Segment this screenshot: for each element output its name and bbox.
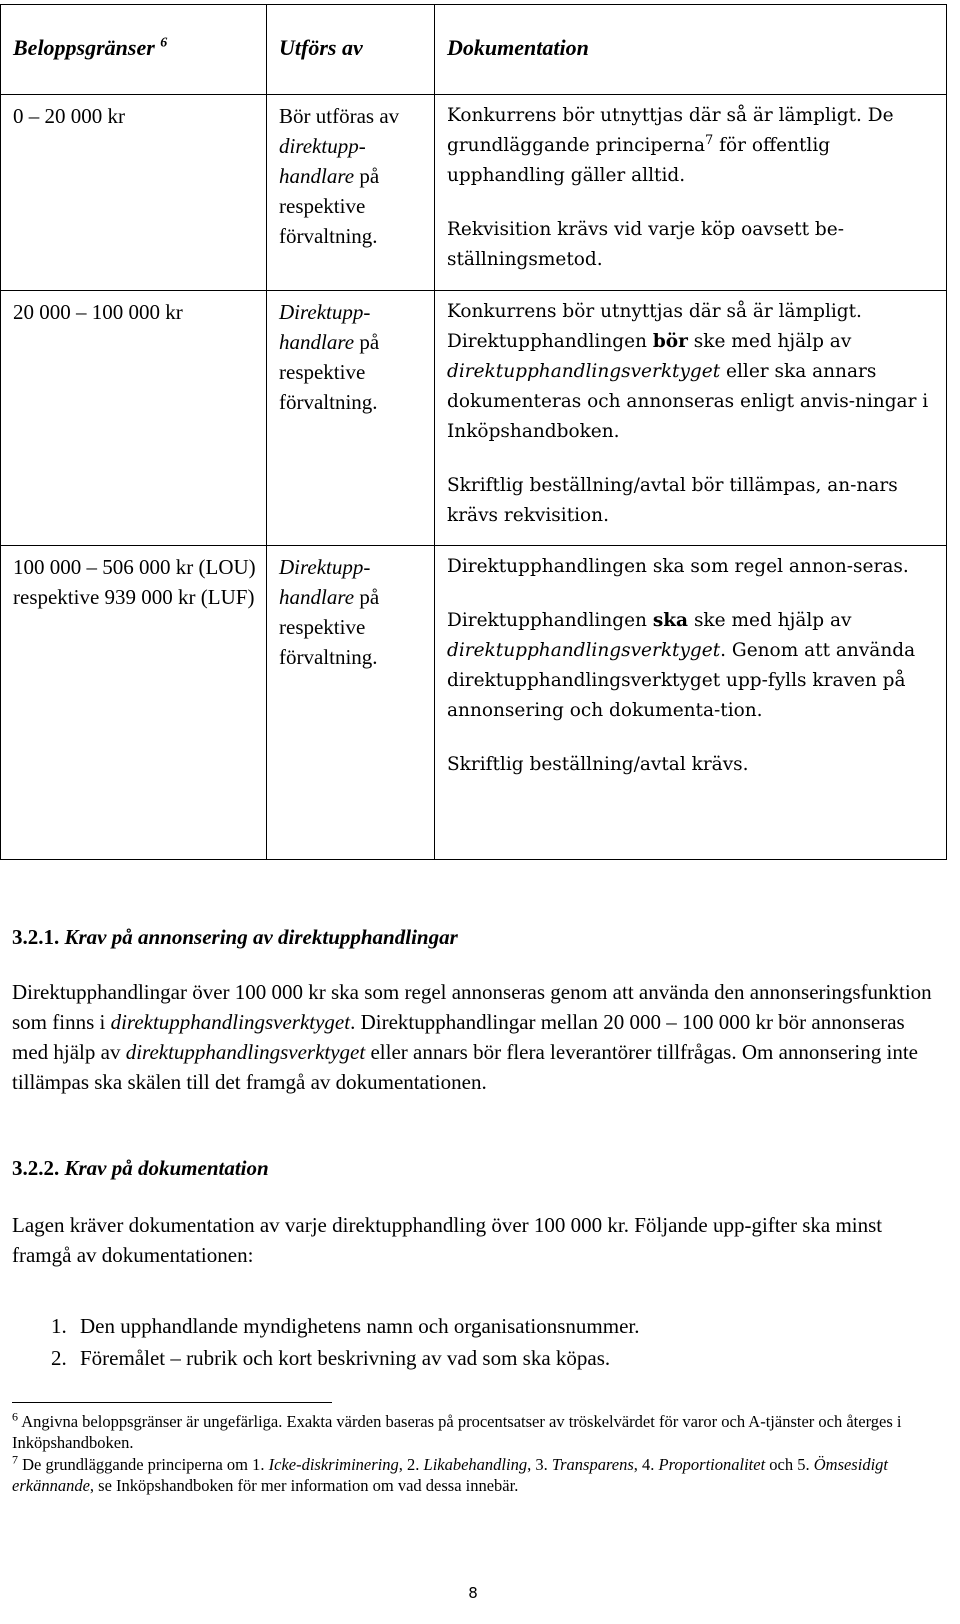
section-heading: 3.2.2. Krav på dokumentation xyxy=(12,1156,269,1180)
header-performed-by: Utförs av xyxy=(267,5,435,95)
table-header-row xyxy=(1,5,947,95)
section-3-2-2 xyxy=(12,1154,934,1270)
documentation-cell: Konkurrens bör utnyttjas där så är lämpligt. Direktupphandlingen bör ske med hjälp av direktupphandlingsverktyget eller ska annars dokumenteras och annonseras enligt anvis-ningar i Inköpshandboken. Skriftlig beställning/avtal bör tillämpas, an-nars krävs rekvisition. xyxy=(435,291,947,546)
amount-cell: 20 000 – 100 000 kr xyxy=(1,291,267,546)
section-paragraph: Direktupphandlingar över 100 000 kr ska som regel annonseras genom att använda den annonseringsfunktion som finns i direktupphandlingsverktyget. Direktupphandlingar mellan 20 000 – 100 000 kr bör annonseras med hjälp av direktupphandlingsverktyget eller annars bör flera leverantörer tillfrågas. Om annonsering inte tillämpas ska skälen till det framgå av dokumentationen. xyxy=(12,980,932,1094)
performed-by-cell: Direktupp-handlare på respektive förvaltning. xyxy=(267,291,435,546)
section-3-2-1 xyxy=(12,923,934,1097)
page-number: 8 xyxy=(468,1584,478,1602)
footnote-7: $^7$ De grundläggande principerna om 1. Icke-diskriminering, 2. Likabehandling, 3. Transparens, 4. Proportionalitet och 5. Ömsesidigt erkännande, se Inköpshandboken för mer information om vad dessa innebär. xyxy=(12,1452,888,1495)
footnote-ref-6: 6 xyxy=(160,35,168,51)
header-amount-limits: Beloppsgränser $^6$ xyxy=(1,5,267,95)
documentation-cell: Konkurrens bör utnyttjas där så är lämpligt. De grundläggande principerna$^7$ för offentlig upphandling gäller alltid. Rekvisition krävs vid varje köp oavsett be-ställningsmetod. xyxy=(435,95,947,291)
table-row xyxy=(1,546,947,860)
footnote-ref-7: 7 xyxy=(704,132,714,148)
table-row xyxy=(1,95,947,291)
footnote-divider xyxy=(12,1402,332,1403)
header-documentation: Dokumentation xyxy=(435,5,947,95)
list-item: 1. Den upphandlande myndighetens namn och organisationsnummer. xyxy=(72,1310,942,1342)
table-row xyxy=(1,291,947,546)
documentation-cell: Direktupphandlingen ska som regel annon-seras. Direktupphandlingen ska ske med hjälp av direktupphandlingsverktyget. Genom att använda direktupphandlingsverktyget upp-fylls kraven på annonsering och dokumenta-tion. Skriftlig beställning/avtal krävs. xyxy=(435,546,947,860)
footnote-6: $^6$ Angivna beloppsgränser är ungefärliga. Exakta värden baseras på procentsatser av tröskelvärdet för varor och A-tjänster och återges i Inköpshandboken. xyxy=(12,1409,902,1452)
amount-cell: 100 000 – 506 000 kr (LOU) respektive 939 000 kr (LUF) xyxy=(1,546,267,860)
performed-by-cell: Direktupp-handlare på respektive förvaltning. xyxy=(267,546,435,860)
section-paragraph: Lagen kräver dokumentation av varje direktupphandling över 100 000 kr. Följande upp-gifter ska minst framgå av dokumentationen: xyxy=(12,1213,883,1267)
requirements-list xyxy=(12,1310,942,1374)
section-heading: 3.2.1. Krav på annonsering av direktupphandlingar xyxy=(12,925,458,949)
performed-by-cell: Bör utföras av direktupp-handlare på respektive förvaltning. xyxy=(267,95,435,291)
amount-limits-table xyxy=(0,4,947,860)
amount-cell: 0 – 20 000 kr xyxy=(1,95,267,291)
list-item: 2. Föremålet – rubrik och kort beskrivning av vad som ska köpas. xyxy=(72,1342,942,1374)
